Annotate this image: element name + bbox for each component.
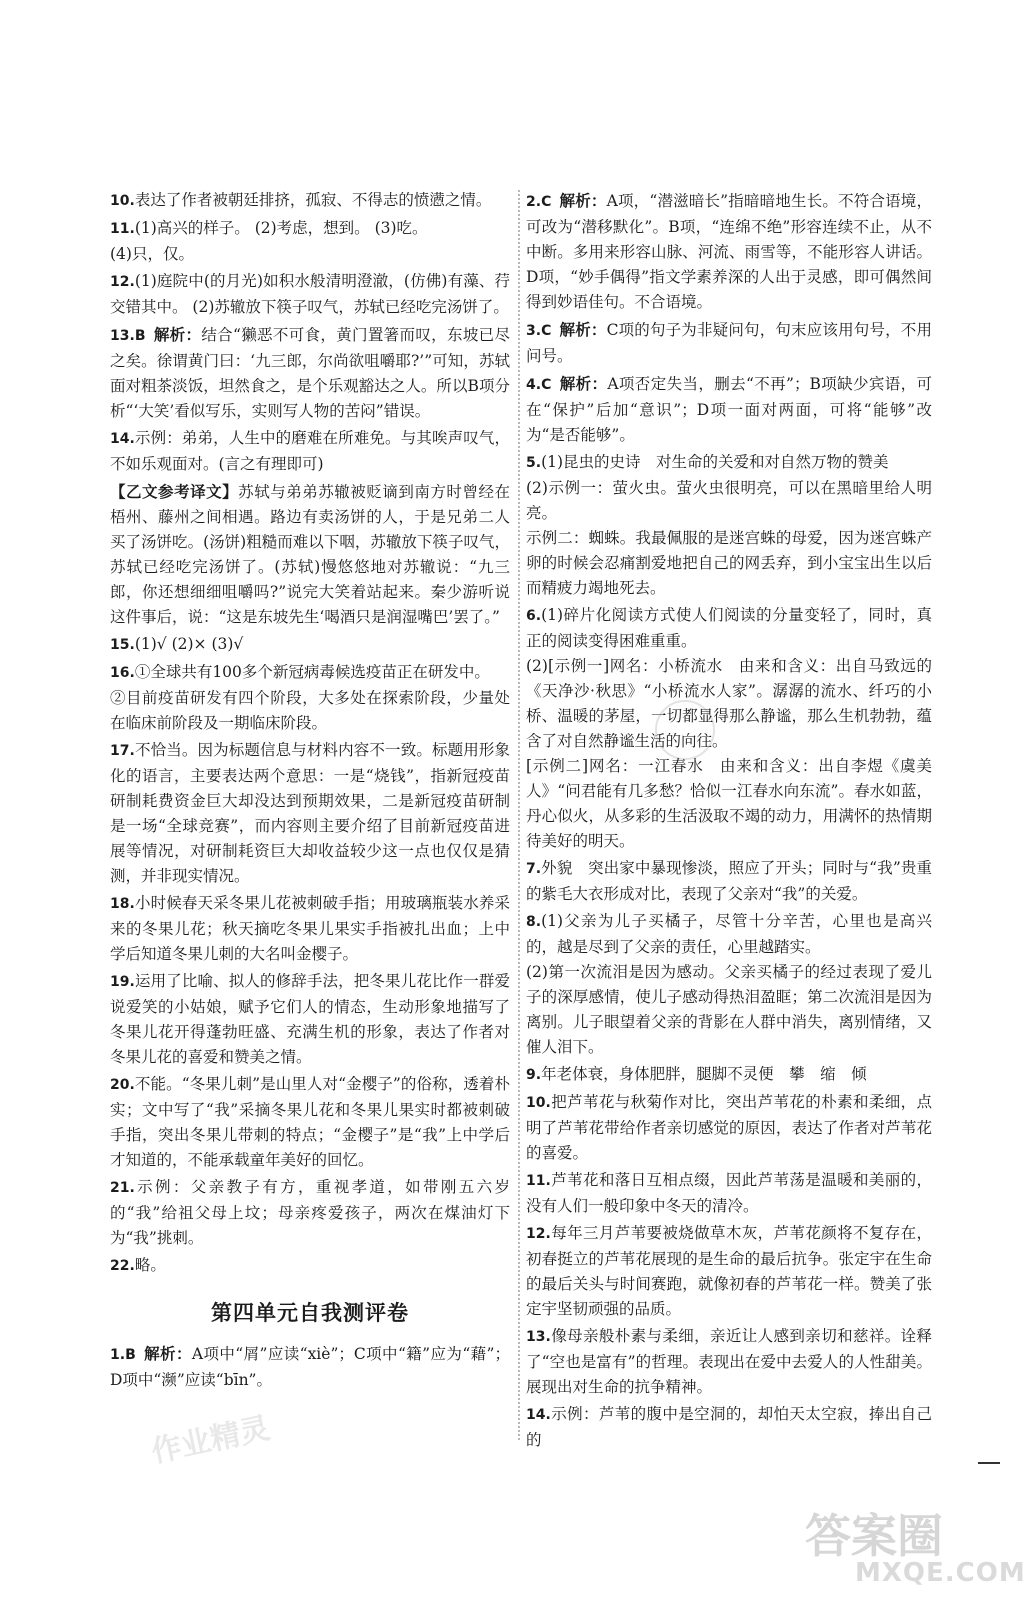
answer-text: (1)√ (2)× (3)√ bbox=[134, 635, 244, 653]
answer-text: 示例：芦苇的腹中是空洞的，却怕天太空寂，捧出自己的 bbox=[526, 1405, 932, 1449]
answer-item bbox=[110, 660, 510, 736]
answer-number: 21. bbox=[110, 1180, 135, 1196]
answer-text: 结合“獭恶不可食，黄门置箸而叹，东坡已尽之矣。徐谓黄门曰：‘九三郎，尔尚欲咀嚼耶?’”可知，苏轼面对粗茶淡饭，坦然食之，是个乐观豁达之人。所以B项分析“‘大笑’看似写乐，实则写人物的苦闷”错误。 bbox=[110, 326, 510, 420]
answer-text: 像母亲般朴素与柔细，亲近让人感到亲切和慈祥。诠释了“空也是富有”的哲理。表现出在爱中去爱人的人性甜美。展现出对生命的抗争精神。 bbox=[526, 1327, 932, 1396]
answer-number: 11. bbox=[526, 1173, 551, 1189]
watermark-left: 作业精灵 bbox=[148, 1410, 274, 1471]
answer-item bbox=[526, 603, 932, 854]
answer-text: 略。 bbox=[134, 1256, 166, 1274]
answer-item bbox=[110, 632, 510, 658]
translation-block bbox=[110, 479, 510, 630]
answer-text: 外貌 突出家中暴现惨淡，照应了开头；同时与“我”贵重的紫毛大衣形成对比，表现了父亲对“我”的关爱。 bbox=[526, 859, 932, 903]
answer-text: 每年三月芦苇要被烧做草木灰，芦苇花颜将不复存在，初春挺立的芦苇花展现的是生命的最后抗争。张定宇在生命的最后关头与时间赛跑，就像初春的芦苇花一样。赞美了张定宇坚韧顽强的品质。 bbox=[526, 1224, 932, 1318]
answer-text: A项中“屑”应读“xiè”；C项中“籍”应为“藉”；D项中“濒”应读“bīn”。 bbox=[110, 1345, 510, 1389]
answer-choice: C bbox=[541, 377, 552, 393]
answer-text: ②目前疫苗研发有四个阶段，大多处在探索阶段，少量处在临床前阶段及一期临床阶段。 bbox=[110, 689, 510, 732]
answer-text: ①全球共有100多个新冠病毒候选疫苗正在研发中。 bbox=[134, 663, 490, 681]
answer-number: 22. bbox=[110, 1258, 135, 1274]
analysis-label: 解析： bbox=[143, 1344, 192, 1363]
answer-text: C项的句子为非疑问句，句末应该用句号，不用问号。 bbox=[526, 321, 932, 365]
answer-text: 年老体衰，身体肥胖，腿脚不灵便 攀 缩 倾 bbox=[541, 1065, 867, 1083]
translation-text: 苏轼与弟弟苏辙被贬谪到南方时曾经在梧州、藤州之间相遇。路边有卖汤饼的人，于是兄弟二人买了汤饼吃。(汤饼)粗糙而难以下咽，苏辙放下筷子叹气，苏轼已经吃完汤饼了。(苏轼)慢悠悠地对苏辙说：“九三郎，你还想细细咀嚼吗?”说完大笑着站起来。秦少游听说这件事后，说：“这是东坡先生‘喝酒只是润湿嘴巴’罢了。” bbox=[110, 483, 510, 626]
answer-item bbox=[526, 371, 932, 448]
answer-item bbox=[110, 269, 510, 320]
left-answers-part3 bbox=[110, 1341, 510, 1393]
answer-number: 14. bbox=[110, 431, 135, 447]
answer-number: 8. bbox=[526, 914, 542, 930]
answer-text: 小时候春天采冬果儿花被刺破手指；用玻璃瓶装水养采来的冬果儿花；秋天摘吃冬果儿果实手指被扎出血；上中学后知道冬果儿刺的大名叫金樱子。 bbox=[110, 894, 510, 963]
answer-text: (2)示例一：萤火虫。萤火虫很明亮，可以在黑暗里给人明亮。 bbox=[526, 479, 932, 522]
answer-item bbox=[110, 1341, 510, 1393]
answer-number: 1. bbox=[110, 1347, 126, 1363]
answer-number: 17. bbox=[110, 743, 135, 759]
answer-text: A项，“潜滋暗长”指暗暗地生长。不符合语境，可改为“潜移默化”。B项，“连绵不绝”形容连续不止，从不中断。多用来形容山脉、河流、雨雪等，不能形容人讲话。D项，“妙手偶得”指文学素养深的人出于灵感，即可偶然间得到妙语佳句。不合语境。 bbox=[526, 192, 932, 311]
watermark-logo: 答案圈 bbox=[805, 1509, 943, 1563]
answer-item bbox=[526, 450, 932, 601]
answer-number: 5. bbox=[526, 455, 542, 471]
answer-choice: C bbox=[541, 194, 552, 210]
answer-item bbox=[526, 1168, 932, 1219]
answer-text: 不能。“冬果儿刺”是山里人对“金樱子”的俗称，透着朴实；文中写了“我”采摘冬果儿花和冬果儿果实时都被刺破手指，突出冬果儿带刺的特点；“金樱子”是“我”上中学后才知道的，不能承载童年美好的回忆。 bbox=[110, 1075, 510, 1169]
answer-text: 运用了比喻、拟人的修辞手法，把冬果儿花比作一群爱说爱笑的小姑娘，赋予它们人的情态，生动形象地描写了冬果儿花开得蓬勃旺盛、充满生机的形象，表达了作者对冬果儿花的喜爱和赞美之情。 bbox=[110, 972, 510, 1066]
answer-number: 18. bbox=[110, 896, 135, 912]
answer-number: 4. bbox=[526, 377, 542, 393]
answer-text: 把芦苇花与秋菊作对比，突出芦苇花的朴素和柔细，点明了芦苇花带给作者亲切感觉的原因，表达了作者对芦苇花的喜爱。 bbox=[526, 1093, 932, 1162]
answer-item bbox=[526, 856, 932, 907]
analysis-label: 解析： bbox=[559, 374, 608, 393]
answer-item bbox=[526, 188, 932, 315]
answer-text: (1)高兴的样子。 (2)考虑，想到。 (3)吃。 bbox=[134, 219, 428, 237]
answer-number: 13. bbox=[110, 328, 135, 344]
answer-item bbox=[110, 1175, 510, 1251]
answer-text: 示例：弟弟，人生中的磨难在所难免。与其唉声叹气，不如乐观面对。(言之有理即可) bbox=[110, 429, 510, 473]
answer-number: 20. bbox=[110, 1077, 135, 1093]
answer-text: [示例二]网名：一江春水 由来和含义：出自李煜《虞美人》“问君能有几多愁？恰似一江春水向东流”。春水如蓝，丹心似火，从多彩的生活汲取不竭的动力，用满怀的热情期待美好的明天。 bbox=[526, 757, 932, 850]
answer-item bbox=[526, 1062, 932, 1088]
right-answers bbox=[526, 188, 932, 1453]
answer-number: 6. bbox=[526, 608, 542, 624]
answer-number: 14. bbox=[526, 1407, 551, 1423]
left-answers-part1 bbox=[110, 188, 510, 477]
answer-item bbox=[526, 1324, 932, 1400]
left-column bbox=[110, 188, 510, 1395]
answer-item bbox=[110, 1253, 510, 1279]
answer-item bbox=[110, 188, 510, 214]
answer-item bbox=[110, 738, 510, 889]
answer-number: 16. bbox=[110, 665, 135, 681]
answer-item bbox=[110, 1072, 510, 1173]
right-column bbox=[526, 188, 932, 1455]
answer-text: (1)昆虫的史诗 对生命的关爱和对自然万物的赞美 bbox=[541, 453, 889, 471]
answer-number: 12. bbox=[526, 1226, 551, 1242]
answer-item bbox=[526, 1221, 932, 1322]
answer-text: (1)碎片化阅读方式使人们阅读的分量变轻了，同时，真正的阅读变得困难重重。 bbox=[526, 606, 932, 650]
answer-number: 12. bbox=[110, 274, 135, 290]
answer-number: 3. bbox=[526, 323, 542, 339]
analysis-label: 解析： bbox=[559, 320, 607, 339]
answer-item bbox=[110, 426, 510, 477]
answer-text: 不恰当。因为标题信息与材料内容不一致。标题用形象化的语言，主要表达两个意思：一是“烧钱”，指新冠疫苗研制耗费资金巨大却没达到预期效果，二是新冠疫苗研制是一场“全球竞赛”，而内容则主要介绍了目前新冠疫苗进展等情况，对研制耗资巨大却收益较少这一点也仅仅是猜测，并非现实情况。 bbox=[110, 741, 510, 885]
answer-number: 15. bbox=[110, 637, 135, 653]
answer-number: 13. bbox=[526, 1329, 551, 1345]
answer-text: 芦苇花和落日互相点缀，因此芦苇荡是温暖和美丽的，没有人们一般印象中冬天的清冷。 bbox=[526, 1171, 932, 1215]
translation-label: 【乙文参考译文】 bbox=[110, 482, 239, 501]
answer-number: 7. bbox=[526, 861, 542, 877]
column-divider bbox=[518, 190, 520, 1440]
answer-item bbox=[526, 909, 932, 1060]
answer-item bbox=[526, 317, 932, 369]
answer-text: (1)父亲为儿子买橘子，尽管十分辛苦，心里也是高兴的，越是尽到了父亲的责任，心里越踏实。 bbox=[526, 912, 932, 956]
answer-number: 9. bbox=[526, 1067, 542, 1083]
answer-item bbox=[110, 322, 510, 424]
answer-choice: B bbox=[125, 1347, 136, 1363]
answer-text: (4)只，仅。 bbox=[110, 245, 194, 263]
answer-number: 10. bbox=[526, 1095, 551, 1111]
answer-text: 示例二：蜘蛛。我最佩服的是迷宫蛛的母爱，因为迷宫蛛产卵的时候会忍痛割爱地把自己的网丢弃，到小宝宝出生以后而精疲力竭地死去。 bbox=[526, 529, 932, 597]
answer-item bbox=[526, 1402, 932, 1453]
left-answers-part2 bbox=[110, 632, 510, 1279]
answer-number: 10. bbox=[110, 193, 135, 209]
section-title: 第四单元自我测评卷 bbox=[211, 1300, 409, 1325]
answer-number: 19. bbox=[110, 974, 135, 990]
page-edge-mark bbox=[978, 1462, 1000, 1464]
answer-number: 2. bbox=[526, 194, 542, 210]
answer-choice: B bbox=[134, 328, 146, 344]
answer-number: 11. bbox=[110, 221, 135, 237]
answer-text: 示例：父亲教子有方，重视孝道，如带刚五六岁的“我”给祖父母上坟；母亲疼爱孩子，两次在煤油灯下为“我”挑刺。 bbox=[110, 1178, 510, 1247]
answer-item bbox=[110, 216, 510, 267]
answer-item bbox=[110, 969, 510, 1070]
answer-text: (2)第一次流泪是因为感动。父亲买橘子的经过表现了爱儿子的深厚感情，使儿子感动得热泪盈眶；第二次流泪是因为离别。儿子眼望着父亲的背影在人群中消失，离别情绪，又催人泪下。 bbox=[526, 963, 932, 1056]
answer-choice: C bbox=[541, 323, 552, 339]
answer-text: A项否定失当，删去“不再”；B项缺少宾语，可在“保护”后加“意识”；D项一面对两面，可将“能够”改为“是否能够”。 bbox=[526, 375, 932, 444]
answer-text: (1)庭院中(的月光)如积水般清明澄澈，(仿佛)有藻、荇交错其中。 (2)苏辙放下筷子叹气，苏轼已经吃完汤饼了。 bbox=[110, 272, 510, 316]
analysis-label: 解析： bbox=[559, 191, 607, 210]
answer-item bbox=[110, 891, 510, 967]
watermark-url: MXQE.COM bbox=[855, 1558, 1026, 1588]
answer-text: (2)[示例一]网名：小桥流水 由来和含义：出自马致远的《天净沙·秋思》“小桥流水人家”。潺潺的流水、纤巧的小桥、温暖的茅屋，一切都显得那么静谧，那么生机勃勃，蕴含了对自然静谧生活的向往。 bbox=[526, 657, 932, 750]
analysis-label: 解析： bbox=[153, 325, 202, 344]
answer-text: 表达了作者被朝廷排挤，孤寂、不得志的愤懑之情。 bbox=[134, 191, 492, 209]
answer-item bbox=[526, 1090, 932, 1166]
